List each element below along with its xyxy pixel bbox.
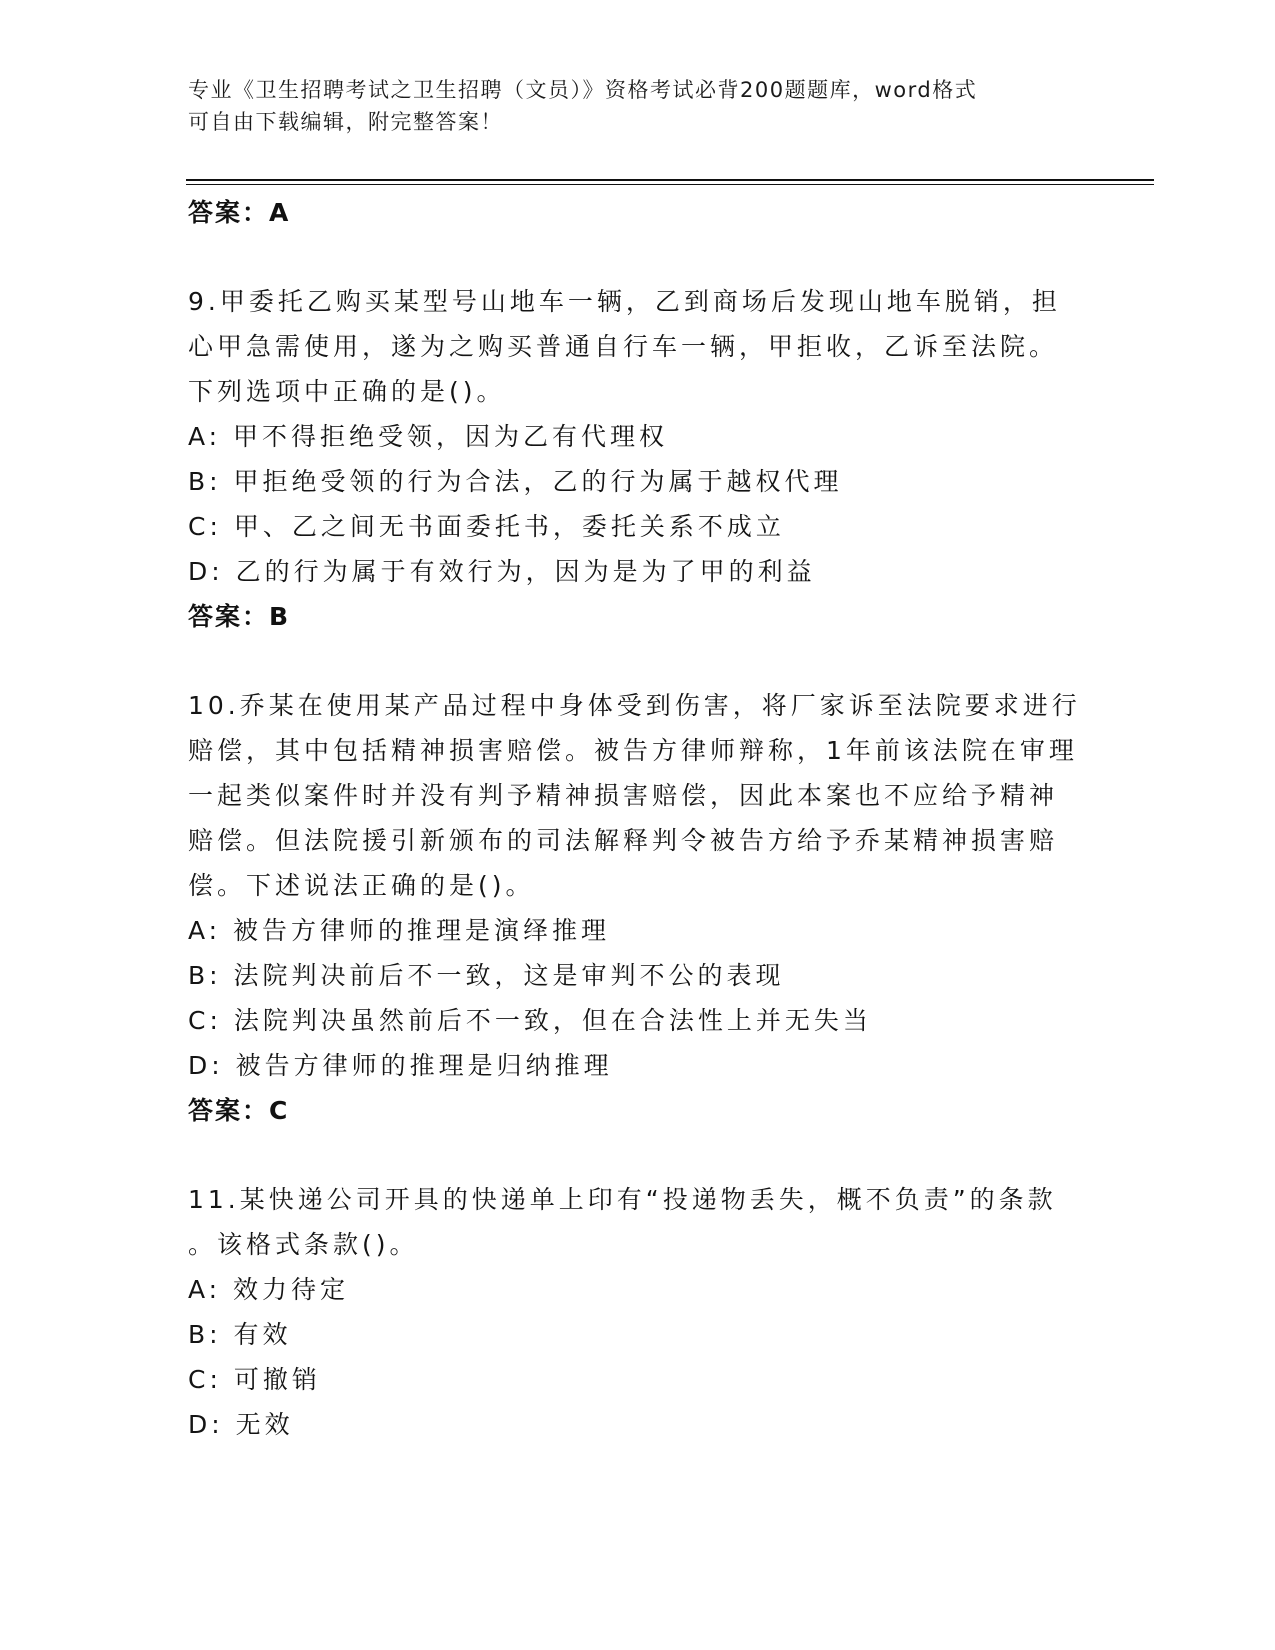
header-rule-thick — [186, 179, 1154, 181]
question-text-line: 赔偿，其中包括精神损害赔偿。被告方律师辩称，1年前该法院在审理 — [188, 736, 1078, 765]
question-text-line: 11.某快递公司开具的快递单上印有“投递物丢失，概不负责”的条款 — [188, 1185, 1057, 1214]
question-text-line: 赔偿。但法院援引新颁布的司法解释判令被告方给予乔某精神损害赔 — [188, 826, 1059, 855]
spacer — [188, 639, 1088, 683]
option-a: A: 效力待定 — [188, 1275, 350, 1304]
header-line-2: 可自由下载编辑，附完整答案！ — [188, 110, 503, 134]
answer: 答案：C — [188, 1096, 290, 1125]
option-a: A: 被告方律师的推理是演绎推理 — [188, 916, 611, 945]
question-11 — [188, 1177, 1088, 1447]
question-text-line: 偿。下述说法正确的是()。 — [188, 871, 535, 900]
option-d: D: 被告方律师的推理是归纳推理 — [188, 1051, 613, 1080]
answer: 答案：B — [188, 602, 291, 631]
option-b: B: 法院判决前后不一致，这是审判不公的表现 — [188, 961, 785, 990]
option-b: B: 有效 — [188, 1320, 292, 1349]
question-10 — [188, 683, 1088, 1133]
header-line-1: 专业《卫生招聘考试之卫生招聘（文员）》资格考试必背200题题库，word格式 — [188, 78, 978, 102]
option-c: C: 可撤销 — [188, 1365, 321, 1394]
question-text-line: 。该格式条款()。 — [188, 1230, 419, 1259]
question-text-line: 一起类似案件时并没有判予精神损害赔偿，因此本案也不应给予精神 — [188, 781, 1059, 810]
option-c: C: 甲、乙之间无书面委托书，委托关系不成立 — [188, 512, 785, 541]
question-9 — [188, 279, 1088, 639]
option-a: A: 甲不得拒绝受领，因为乙有代理权 — [188, 422, 669, 451]
question-list — [188, 190, 1088, 1447]
option-d: D: 无效 — [188, 1410, 294, 1439]
document-header — [188, 74, 1088, 138]
header-rule-thin — [186, 184, 1154, 185]
option-b: B: 甲拒绝受领的行为合法，乙的行为属于越权代理 — [188, 467, 843, 496]
spacer — [188, 1133, 1088, 1177]
question-text-line: 10.乔某在使用某产品过程中身体受到伤害，将厂家诉至法院要求进行 — [188, 691, 1081, 720]
option-d: D: 乙的行为属于有效行为，因为是为了甲的利益 — [188, 557, 816, 586]
question-text-line: 下列选项中正确的是()。 — [188, 377, 506, 406]
question-text-line: 9.甲委托乙购买某型号山地车一辆，乙到商场后发现山地车脱销，担 — [188, 287, 1061, 316]
question-text-line: 心甲急需使用，遂为之购买普通自行车一辆，甲拒收，乙诉至法院。 — [188, 332, 1059, 361]
option-c: C: 法院判决虽然前后不一致，但在合法性上并无失当 — [188, 1006, 872, 1035]
answer-prev: 答案：A — [188, 198, 291, 227]
